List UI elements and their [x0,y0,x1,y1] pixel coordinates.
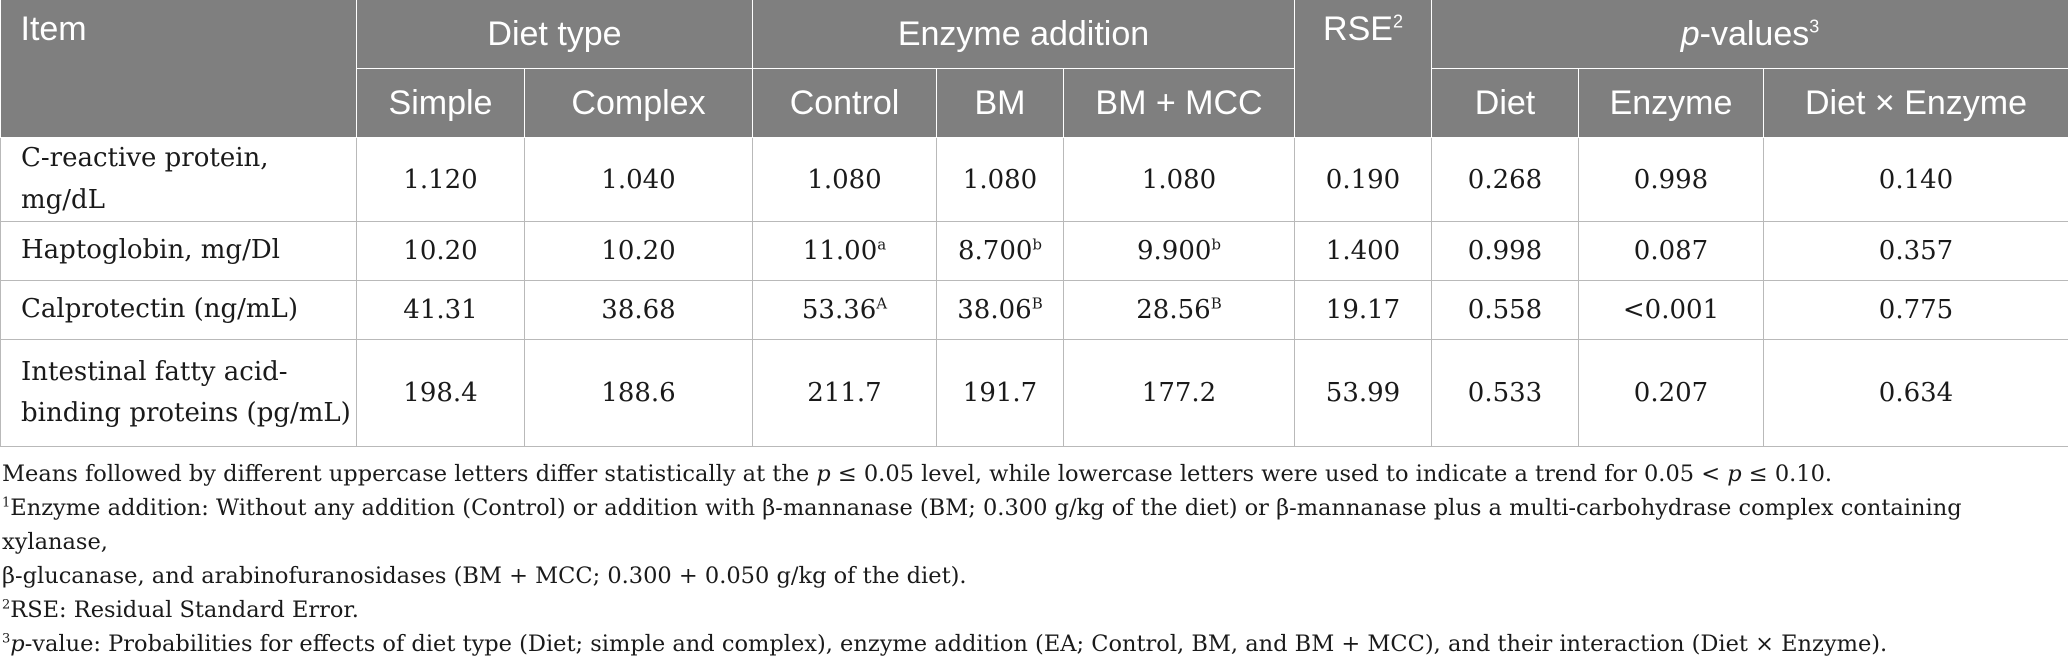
header-enzyme-addition: Enzyme addition [753,0,1295,69]
cell-rse: 0.190 [1295,138,1432,222]
cell-bm-mcc: $28.56^B$ [1064,281,1295,340]
row-label: Intestinal fatty acid- binding proteins (pg/mL) [1,340,357,447]
row-label: Calprotectin (ng/mL) [1,281,357,340]
cell-simple: 41.31 [357,281,525,340]
cell-p-enzyme: <0.001 [1579,281,1764,340]
row-label: Haptoglobin, mg/Dl [1,222,357,281]
cell-bm: 8.700$^b$ [937,222,1064,281]
footnote-3: $^3$p-value: Probabilities for effects of diet type (Diet; simple and complex), enzyme addition (EA; Control, BM, and BM + MCC), and their interaction (Diet × Enzyme). [2,627,2068,661]
cell-complex: 1.040 [525,138,753,222]
cell-control: $53.36^A$ [753,281,937,340]
header-bm-mcc: BM + MCC [1064,69,1295,138]
footnote-1-continued: β-glucanase, and arabinofuranosidases (BM + MCC; 0.300 + 0.050 g/kg of the diet). [2,559,2068,593]
footnote-1: $^1$Enzyme addition: Without any addition (Control) or addition with β-mannanase (BM; 0.300 g/kg of the diet) or β-mannanase plus a multi-carbohydrase complex containing xylanase, [2,491,2068,559]
cell-p-enzyme: 0.998 [1579,138,1764,222]
header-rse: RSE$^2$ [1295,0,1432,138]
table-row [1,222,2068,281]
cell-rse: 53.99 [1295,340,1432,447]
header-diet: Diet [1432,69,1579,138]
cell-rse: 1.400 [1295,222,1432,281]
cell-p-interaction: 0.634 [1764,340,2068,447]
header-p-values: p-values$^3$ [1432,0,2068,69]
cell-simple: 198.4 [357,340,525,447]
cell-p-enzyme: 0.087 [1579,222,1764,281]
cell-p-interaction: 0.140 [1764,138,2068,222]
cell-p-diet: 0.998 [1432,222,1579,281]
cell-simple: 10.20 [357,222,525,281]
header-item: Item [1,0,357,138]
header-row-1 [1,0,2068,69]
table-row [1,340,2068,447]
table-row [1,138,2068,222]
header-diet-type: Diet type [357,0,753,69]
cell-bm-mcc: 9.900$^b$ [1064,222,1295,281]
cell-bm-mcc: 1.080 [1064,138,1295,222]
cell-bm-mcc: 177.2 [1064,340,1295,447]
cell-control: 1.080 [753,138,937,222]
cell-p-diet: 0.558 [1432,281,1579,340]
cell-simple: 1.120 [357,138,525,222]
cell-p-diet: 0.533 [1432,340,1579,447]
cell-p-diet: 0.268 [1432,138,1579,222]
cell-complex: 188.6 [525,340,753,447]
cell-complex: 38.68 [525,281,753,340]
cell-control: 11.00$^a$ [753,222,937,281]
table-footnotes [0,447,2068,661]
header-bm: BM [937,69,1064,138]
row-label: C-reactive protein, mg/dL [1,138,357,222]
cell-rse: 19.17 [1295,281,1432,340]
header-diet-x-enzyme: Diet × Enzyme [1764,69,2068,138]
cell-p-interaction: 0.357 [1764,222,2068,281]
footnote-2: $^2$RSE: Residual Standard Error. [2,593,2068,627]
footnote-significance: Means followed by different uppercase letters differ statistically at the p ≤ 0.05 level, while lowercase letters were used to indicate a trend for 0.05 < p ≤ 0.10. [2,457,2068,491]
header-control: Control [753,69,937,138]
table-row [1,281,2068,340]
cell-p-interaction: 0.775 [1764,281,2068,340]
header-complex: Complex [525,69,753,138]
cell-complex: 10.20 [525,222,753,281]
cell-bm: $38.06^B$ [937,281,1064,340]
cell-p-enzyme: 0.207 [1579,340,1764,447]
cell-bm: 191.7 [937,340,1064,447]
header-simple: Simple [357,69,525,138]
header-enzyme: Enzyme [1579,69,1764,138]
cell-control: 211.7 [753,340,937,447]
cell-bm: 1.080 [937,138,1064,222]
